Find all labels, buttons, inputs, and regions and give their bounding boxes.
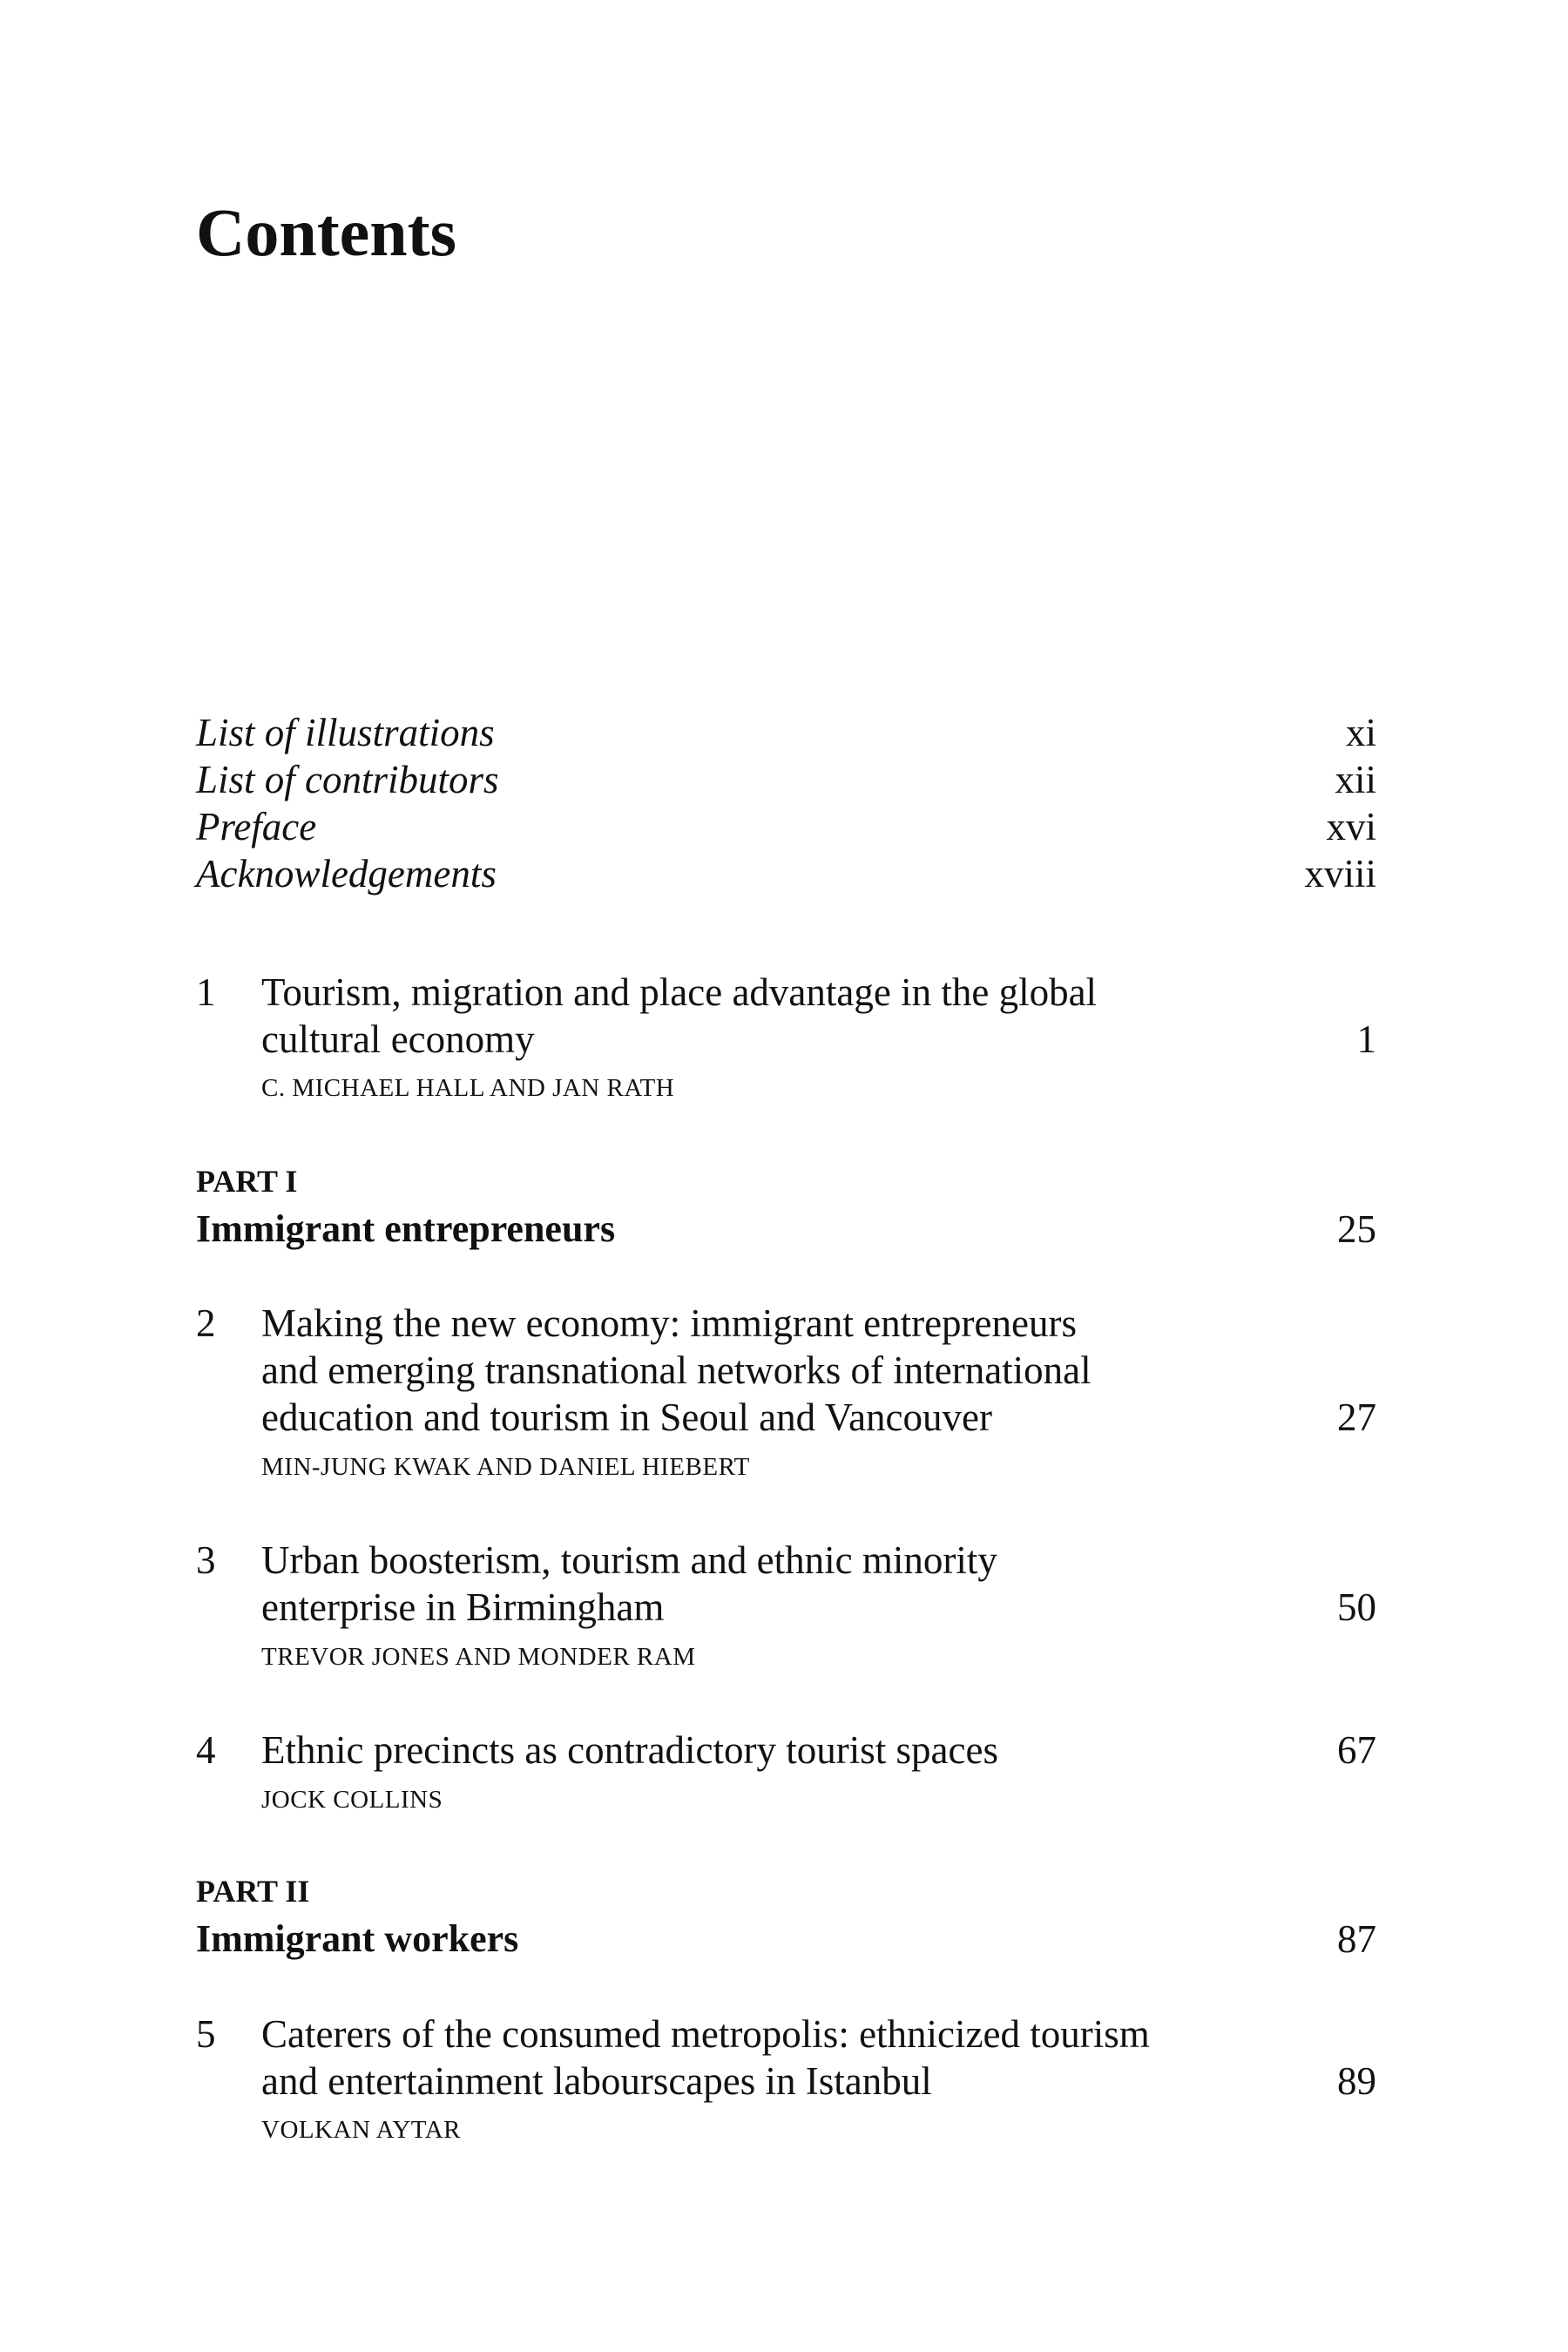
entry-page: xvi	[1326, 805, 1376, 848]
chapter-title-line: and entertainment labourscapes in Istanbul	[261, 2059, 932, 2103]
entry-label: Acknowledgements	[196, 852, 497, 896]
chapter-title-line: education and tourism in Seoul and Vancouver	[261, 1396, 992, 1439]
part-page: 87	[1337, 1917, 1376, 1961]
chapter-authors: VOLKAN AYTAR	[261, 2116, 461, 2144]
chapter-page: 1	[1356, 1017, 1376, 1061]
chapter-title-line: cultural economy	[261, 1017, 535, 1061]
chapter-title-line: Ethnic precincts as contradictory tourist spaces	[261, 1728, 998, 1772]
chapter-authors: JOCK COLLINS	[261, 1786, 443, 1814]
chapter-page: 27	[1337, 1396, 1376, 1439]
chapter-page: 50	[1337, 1585, 1376, 1629]
chapter-number: 2	[196, 1301, 216, 1345]
chapter-page: 89	[1337, 2059, 1376, 2103]
chapter-title-line: Urban boosterism, tourism and ethnic minority	[261, 1538, 997, 1582]
chapter-number: 4	[196, 1728, 216, 1772]
part-page: 25	[1337, 1207, 1376, 1251]
entry-label: List of illustrations	[196, 711, 495, 754]
chapter-title-line: Tourism, migration and place advantage in the global	[261, 970, 1098, 1014]
part-label: PART II	[196, 1874, 310, 1909]
part-title: Immigrant workers	[196, 1917, 519, 1960]
chapter-authors: C. MICHAEL HALL AND JAN RATH	[261, 1074, 675, 1102]
chapter-page: 67	[1337, 1728, 1376, 1772]
chapter-title-line: Making the new economy: immigrant entrepreneurs	[261, 1301, 1077, 1345]
page-title: Contents	[196, 194, 457, 270]
chapter-title-line: Caterers of the consumed metropolis: ethnicized tourism	[261, 2012, 1150, 2056]
chapter-number: 3	[196, 1538, 216, 1582]
part-title: Immigrant entrepreneurs	[196, 1207, 616, 1250]
part-label: PART I	[196, 1164, 298, 1199]
entry-page: xi	[1345, 711, 1376, 754]
entry-page: xii	[1335, 758, 1376, 801]
entry-label: Preface	[196, 805, 317, 848]
chapter-number: 5	[196, 2012, 216, 2056]
entry-label: List of contributors	[196, 758, 499, 801]
chapter-title-line: and emerging transnational networks of international	[261, 1348, 1092, 1392]
chapter-authors: MIN-JUNG KWAK AND DANIEL HIEBERT	[261, 1453, 750, 1481]
entry-page: xviii	[1304, 852, 1376, 896]
chapter-authors: TREVOR JONES AND MONDER RAM	[261, 1643, 696, 1671]
chapter-number: 1	[196, 970, 216, 1014]
chapter-title-line: enterprise in Birmingham	[261, 1585, 665, 1629]
